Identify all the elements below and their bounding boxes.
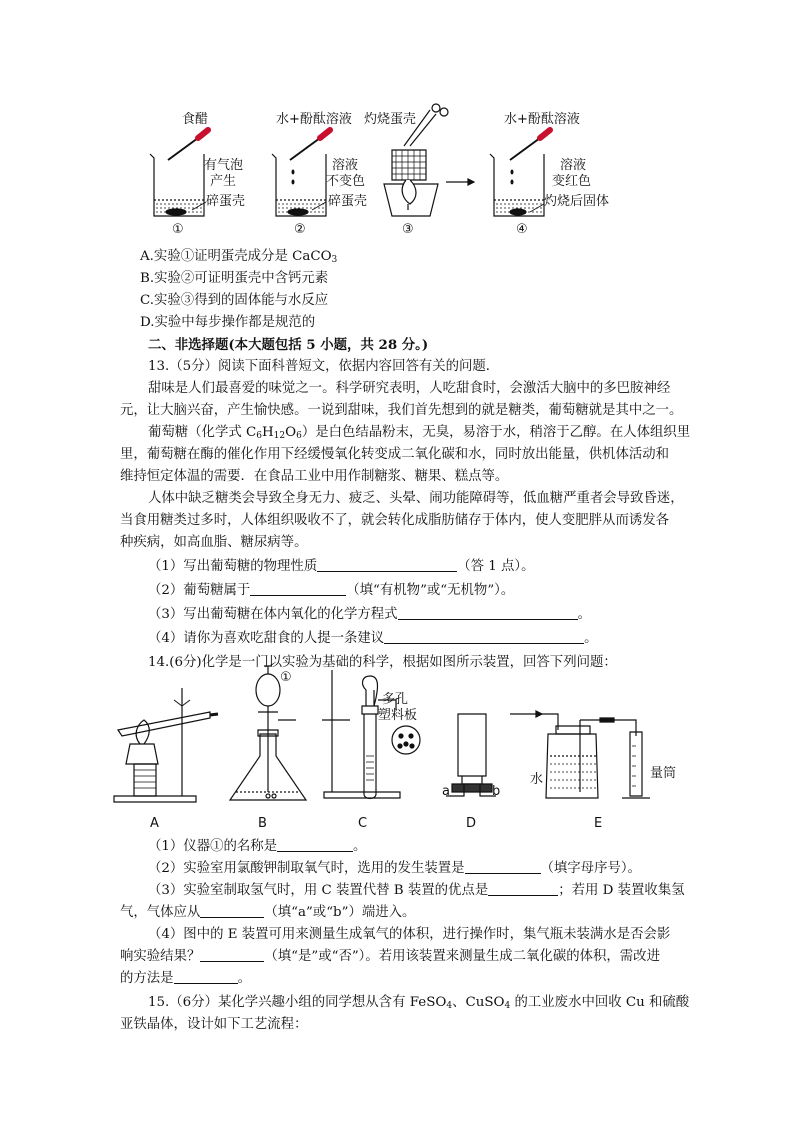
label-water-phenol-2: 水+酚酞溶液 [504, 112, 580, 127]
answer-blank-14-4b[interactable] [174, 969, 238, 984]
dropper-1 [168, 130, 208, 160]
label-solution-d: 变红色 [552, 174, 592, 189]
answer-blank-14-3a[interactable] [488, 881, 558, 896]
label-vinegar: 食醋 [182, 112, 209, 127]
q13-p3-line2: 当食用糖类过多时，人体组织吸收不了，就会转化成脂肪储存于体内，使人变肥胖从而诱发各 [120, 513, 670, 528]
apparatus-d [446, 714, 496, 796]
label-number-3: ③ [402, 222, 414, 237]
q13-sub3: （3）写出葡萄糖在体内氧化的化学方程式 。 [148, 607, 591, 622]
q14-sub3-line1: （3）实验室制取氢气时，用 C 装置代替 B 装置的优点是 ；若用 D 装置收集氢 [148, 883, 685, 898]
label-broken-shell-2: 碎蛋壳 [328, 194, 368, 209]
q14-sub3-line2: 气，气体应从 （填“a”或“b”）端进入。 [120, 905, 416, 920]
label-broken-shell-1: 碎蛋壳 [206, 194, 246, 209]
eggshell-experiment-figure [140, 100, 660, 242]
option-c: C.实验③得到的固体能与水反应 [140, 293, 329, 308]
answer-blank-13-2[interactable] [250, 581, 346, 596]
label-porous-1: 多孔 [382, 692, 409, 707]
apparatus-c [322, 670, 400, 799]
answer-blank-14-2[interactable] [465, 859, 541, 874]
label-cylinder: 量筒 [650, 766, 677, 781]
label-bubbles-1: 有气泡 [204, 158, 244, 173]
label-number-1: ① [172, 222, 184, 237]
q13-p1-line1: 甜味是人们最喜爱的味觉之一。科学研究表明，人吃甜食时，会激活大脑中的多巴胺神经 [148, 381, 671, 396]
answer-blank-13-1[interactable] [317, 557, 457, 572]
section-2-heading: 二、非选择题(本大题包括 5 小题，共 28 分。) [148, 337, 429, 353]
q14-sub1: （1）仪器①的名称是 。 [148, 839, 367, 854]
label-water: 水 [530, 772, 544, 787]
porous-plate-icon [392, 726, 420, 754]
label-apparatus-d: D [466, 816, 477, 831]
label-port-a: a [442, 784, 450, 799]
beaker-4 [490, 154, 544, 216]
answer-blank-13-3[interactable] [398, 605, 578, 620]
q14-title: 14.(6分)化学是一门以实验为基础的科学，根据如图所示装置，回答下列问题： [148, 655, 617, 670]
label-apparatus-b: B [258, 816, 267, 831]
q13-title: 13.（5分）阅读下面科普短文，依据内容回答有关的问题． [148, 359, 500, 374]
label-apparatus-c: C [358, 816, 368, 831]
label-solution-c: 溶液 [560, 158, 587, 173]
answer-blank-13-4[interactable] [384, 629, 584, 644]
q14-sub2: （2）实验室用氯酸钾制取氧气时，选用的发生装置是 （填字母序号）。 [148, 861, 641, 876]
dropper-2 [290, 130, 330, 160]
label-solution-b: 不变色 [326, 174, 366, 189]
label-burn-shell: 灼烧蛋壳 [364, 112, 417, 127]
q13-sub2: （2）葡萄糖属于 （填“有机物”或“无机物”）。 [148, 583, 515, 598]
label-porous-2: 塑料板 [378, 708, 418, 723]
label-apparatus-a: A [150, 816, 159, 831]
label-bubbles-2: 产生 [210, 174, 237, 189]
q15-line2: 亚铁晶体，设计如下工艺流程： [120, 1017, 308, 1032]
q13-p2-line3: 维持恒定体温的需要．在食品工业中用作制糖浆、糖果、糕点等。 [120, 469, 509, 484]
label-solution-a: 溶液 [332, 158, 359, 173]
label-port-b: b [492, 784, 501, 799]
q13-p3-line1: 人体中缺乏糖类会导致全身无力、疲乏、头晕、闹功能障碍等，低血糖严重者会导致昏迷， [148, 491, 684, 506]
q14-sub4-line2: 响实验结果？ （填“是”或“否”）。若用该装置来测量生成二氧化碳的体积，需改进 [120, 949, 660, 964]
label-number-4: ④ [516, 222, 528, 237]
q13-sub4: （4）请你为喜欢吃甜食的人提一条建议 。 [148, 631, 598, 646]
option-a: A.实验①证明蛋壳成分是 CaCO$_3$ [140, 249, 338, 265]
q13-p2-line2: 里，葡萄糖在酶的催化作用下经缓慢氧化转变成二氧化碳和水，同时放出能量，供机体活动和 [120, 447, 670, 462]
q13-sub1: （1）写出葡萄糖的物理性质 （答 1 点）。 [148, 559, 535, 574]
q13-p1-line2: 元，让大脑兴奋，产生愉快感。一说到甜味，我们首先想到的就是糖类，葡萄糖就是其中之一。 [120, 403, 683, 418]
label-instrument-1: ① [280, 670, 292, 685]
answer-blank-14-4a[interactable] [200, 947, 264, 962]
apparatus-figure [110, 660, 710, 840]
q13-p3-line3: 种疾病，如高血脂、糖尿病等。 [120, 535, 308, 550]
option-b: B.实验②可证明蛋壳中含钙元素 [140, 271, 329, 286]
label-water-phenol-1: 水+酚酞溶液 [276, 112, 352, 127]
q14-sub4-line3: 的方法是 。 [120, 971, 251, 986]
option-d: D.实验中每步操作都是规范的 [140, 315, 316, 330]
beaker-1 [150, 154, 204, 216]
q13-p2-line1: 葡萄糖（化学式 $C_6H_{12}O_6$）是白色结晶粉末，无臭，易溶于水，稍溶于乙醇。在人体组织里 [148, 425, 691, 441]
answer-blank-14-1[interactable] [277, 837, 353, 852]
apparatus-b [230, 666, 306, 800]
apparatus-drawing [110, 660, 710, 840]
apparatus-a [114, 688, 218, 802]
label-apparatus-e: E [594, 816, 603, 831]
q15-line1: 15.（6分）某化学兴趣小组的同学想从含有 FeSO$_4$、CuSO$_4$ 的工业废水中回收 Cu 和硫酸 [148, 995, 690, 1011]
label-number-2: ② [294, 222, 306, 237]
q14-sub4-line1: （4）图中的 E 装置可用来测量生成氧气的体积，进行操作时，集气瓶未装满水是否会影 [148, 927, 671, 942]
answer-blank-14-3b[interactable] [200, 903, 264, 918]
label-burnt-solid: 灼烧后固体 [544, 194, 610, 209]
